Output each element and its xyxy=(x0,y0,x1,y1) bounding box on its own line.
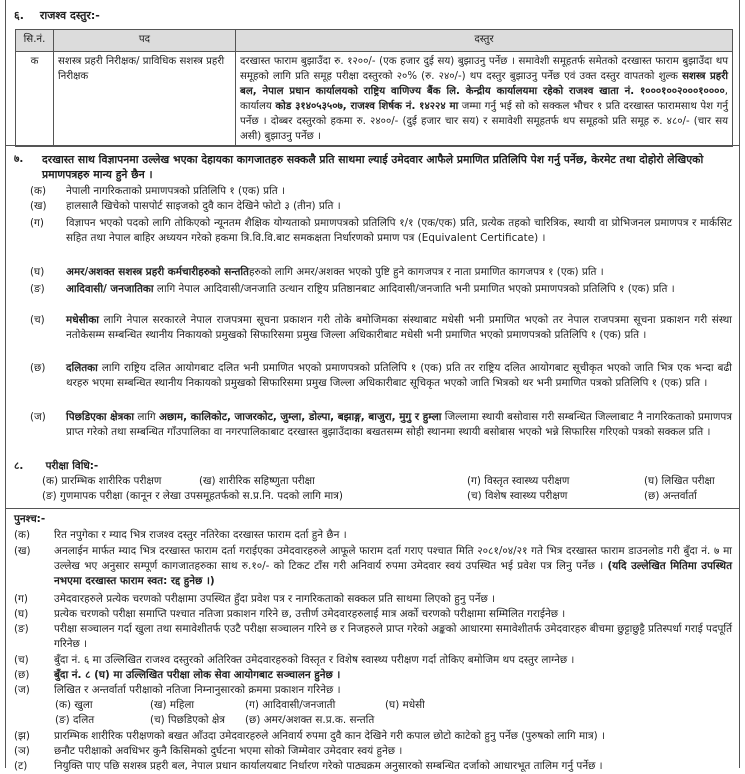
item-label: (ग) xyxy=(30,217,44,229)
list-item xyxy=(14,668,732,683)
item-text: लागि राष्ट्रिय दलित आयोगबाट दलित भनी प्रमाणित भएको प्रमाणपत्रको प्रतिलिपि १ (एक) प्रति तर राष्ट्रिय दलित आयोगबाट सूचीकृत भएको जाति भित्र एक भन्दा बढी थरहरु भएमा सम्बन्धित स्थानीय निकायको प्रमुखको सिफारिसमा प्रमुख जिल्ला अधिकारीबाट सूचिकृत भएको जाति भित्रको थर भनी प्रमाणित पत्रको प्रतिलिपि १ (एक) प्रति । xyxy=(66,362,732,389)
section-7-heading xyxy=(14,152,732,182)
item-bold: पिछडिएका क्षेत्रका xyxy=(66,411,135,423)
list-item xyxy=(14,592,732,607)
item-text: हरुको लागि अमर/अशक्त भएको पुष्टि हुने कागजपत्र र नाता प्रमाणित कागजपत्र १ (एक) प्रति । xyxy=(249,266,604,278)
exam-method-list xyxy=(42,474,732,506)
item-text: लिखित र अन्तर्वार्ता परीक्षाको नतिजा निम्नानुसारको क्रममा प्रकाशन गरिनेछ । xyxy=(54,684,341,696)
header-sn: सि.नं. xyxy=(16,30,54,52)
exam-method: (च) विशेष स्वास्थ्य परीक्षण xyxy=(467,490,568,502)
list-item xyxy=(14,683,732,698)
list-item xyxy=(14,607,732,622)
item-label: (ट) xyxy=(14,760,28,772)
result-category: (ङ) दलित xyxy=(55,714,95,726)
section-8-heading xyxy=(14,459,98,474)
result-order-list xyxy=(55,698,745,730)
item-bold: बुँदा नं. ८ (घ) मा उल्लिखित परीक्षा लोक सेवा आयोगबाट सञ्चालन हुनेछ । xyxy=(54,669,341,681)
result-category: (घ) मधेसी xyxy=(385,699,425,711)
item-label: (झ) xyxy=(14,730,30,742)
list-item xyxy=(30,313,732,343)
header-fee: दस्तुर xyxy=(236,30,733,52)
item-label: (ज) xyxy=(14,684,30,696)
list-item xyxy=(30,265,732,280)
item-label: (छ) xyxy=(30,362,46,374)
section-6-number: ६. xyxy=(14,9,24,22)
item-label: (ङ) xyxy=(30,283,45,295)
divider xyxy=(5,508,740,509)
table-row xyxy=(16,52,733,147)
fee-table xyxy=(15,29,733,147)
item-label: (ख) xyxy=(30,200,47,212)
list-item xyxy=(14,622,732,652)
section-7-title: दरखास्त साथ विज्ञापनमा उल्लेख भएका देहायका कागजातहरु सक्कलै प्रति साथमा ल्याई उमेदवार आफैले प्रमाणित प्रतिलिपि पेश गर्नु पर्नेछ, केरमेट तथा दोहोरो लेखिएको प्रमाणपत्रहरु मान्य हुने छैन । xyxy=(42,153,704,181)
fee-text-1: दरखास्त फाराम बुझाउँदा रु. १२००/- (एक हजार दुई सय) बुझाउनु पर्नेछ । समावेशी समूहतर्फ समेतको दरखास्त फाराम बुझाउँदा थप समूहको लागि प्रति समूह परीक्षा दस्तुरको २०% (रु. २४०/-) थप दस्तुर बुझाउनु पर्नेछ एवं उक्त दस्तुर वापतको शुल्क xyxy=(240,56,728,82)
item-label: (ख) xyxy=(14,545,31,557)
header-post: पद xyxy=(54,30,236,52)
exam-method: (ङ) गुणमापक परीक्षा (कानून र लेखा उपसमूहतर्फको स.प्र.नि. पदको लागि मात्र) xyxy=(42,490,343,502)
section-7-number: ७. xyxy=(14,153,24,165)
item-text: उमेदवारहरुले प्रत्येक चरणको परीक्षामा उपस्थित हुँदा प्रवेश पत्र र नागरिकताको सक्कल प्रति साथमा लिएको हुनु पर्नेछ । xyxy=(54,593,496,605)
row-post: सशस्त्र प्रहरी निरीक्षक/ प्राविधिक सशस्त्र प्रहरी निरीक्षक xyxy=(54,52,236,147)
list-item xyxy=(14,744,732,759)
result-category: (च) पिछडिएको क्षेत्र xyxy=(150,714,226,726)
item-bold: मधेसीका xyxy=(66,314,99,326)
list-item xyxy=(30,216,732,246)
item-text: हालसालै खिचेको पासपोर्ट साइजको दुवै कान देखिने फोटो ३ (तीन) प्रति । xyxy=(66,200,341,212)
list-item xyxy=(14,544,732,589)
item-bold: अमर/अशक्त सशस्त्र प्रहरी कर्मचारीहरुको सन्तति xyxy=(66,266,249,278)
item-label: (च) xyxy=(30,314,45,326)
item-bold-warning: (यदि उल्लेखित मितिमा उपस्थित नभएमा दरखास्त फाराम स्वत: रद्द हुनेछ ।) xyxy=(54,560,732,587)
item-text: लागि xyxy=(134,411,159,423)
item-label: (घ) xyxy=(30,266,45,278)
item-text: लागि नेपाल आदिवासी/जनजाति उत्थान राष्ट्रिय प्रतिष्ठानबाट आदिवासी/जनजाति भनी प्रमाणित भएको प्रमाणपत्रको प्रतिलिपि १ (एक) प्रति । xyxy=(153,283,675,295)
exam-method: (क) प्रारम्भिक शारीरिक परीक्षण xyxy=(42,475,162,487)
item-text: रित नपुगेका र म्याद भित्र राजश्व दस्तुर नतिरेका दरखास्त फाराम दर्ता हुने छैन । xyxy=(54,529,347,541)
result-category: (ख) महिला xyxy=(150,699,195,711)
item-text: छनौट परीक्षाको अवधिभर कुनै किसिमको दुर्घटना भएमा सोको जिम्मेवार उमेदवार स्वयं हुनेछ । xyxy=(54,745,403,757)
fee-bank-account: सशस्त्र प्रहरी बल, नेपाल प्रधान कार्यालयको राष्ट्रिय वाणिज्य बैंक लि. केन्द्रीय कार्यालयमा रहेको राजश्व खाता नं. १०००१००२०००१०००० xyxy=(240,71,728,97)
item-label: (ज) xyxy=(30,411,46,423)
divider xyxy=(5,145,740,146)
fee-office-code: कोड ३१४०५३५०७, राजश्व शिर्षक नं. १४२२४ मा xyxy=(275,101,459,112)
item-label: (क) xyxy=(14,529,31,541)
item-text: अनलाईन मार्फत म्याद भित्र दरखास्त फाराम दर्ता गराईएका उमेदवारहरुले आफूले फाराम दर्ता गराए पश्चात मिति २०८१/०४/२१ गते भित्र दरखास्त फाराम डाउनलोड गरी बुँदा नं. ७ मा उल्लेख भए अनुसार सम्पूर्ण कागजातहरुका साथ रु.१०/- को टिकट टाँस गरी अनिवार्य रुपमा उमेदवार स्वयं उपस्थित भई प्रवेश पत्र लिनु पर्नेछ । xyxy=(54,545,732,572)
exam-method: (ग) विस्तृत स्वास्थ्य परीक्षण xyxy=(467,475,570,487)
item-text-2: जिल्लामा स्थायी बसोवास गरी सम्बन्धित जिल्लाबाट नै नागरिकताको प्रमाणपत्र प्राप्त गरेको तथा सम्बन्धित गाँउपालिका वा नगरपालिकाबाट दरखास्त बुझाउँदाका बखतसम्म सोही स्थानमा स्थायी बसोबास भएको भन्ने सिफारिस गरिएको पत्रको सक्कल प्रति । xyxy=(66,411,732,438)
item-bold: दलितका xyxy=(66,362,98,374)
fee-table-header xyxy=(16,30,733,52)
list-item xyxy=(14,528,732,543)
item-label: (ङ) xyxy=(14,623,29,635)
section-8-title: परीक्षा विधि:- xyxy=(45,460,99,472)
result-category: (ग) आदिवासी/जनजाती xyxy=(245,699,336,711)
item-label: (ञ) xyxy=(14,745,30,757)
result-category: (छ) अमर/अशक्त स.प्र.क. सन्तति xyxy=(245,714,375,726)
list-item xyxy=(30,361,732,391)
item-label: (क) xyxy=(30,185,47,197)
list-item xyxy=(30,184,732,199)
postscript-title: पुनश्च:- xyxy=(14,513,46,525)
list-item xyxy=(14,759,732,774)
item-text: बुँदा नं. ६ मा उल्लिखित राजश्व दस्तुरको अतिरिक्त उमेदवारहरुको विस्तृत र विशेष स्वास्थ्य परीक्षण गर्दा तोकिए बमोजिम थप दस्तुर लाग्नेछ । xyxy=(54,654,575,666)
item-text: नियुक्ति पाए पछि सशस्त्र प्रहरी बल, नेपाल प्रधान कार्यालयबाट निर्धारण गरेको पाठ्यक्रम अनुसारको सम्बन्धित दर्जाको आधारभूत तालिम गर्नु पर्नेछ । xyxy=(54,760,603,772)
row-fee xyxy=(236,52,733,147)
item-text: नेपाली नागरिकताको प्रमाणपत्रको प्रतिलिपि १ (एक) प्रति । xyxy=(66,185,285,197)
item-text: लागि नेपाल सरकारले नेपाल राजपत्रमा सूचना प्रकाशन गरी तोके बमोजिमका संस्थाबाट मधेसी भनी प्रमाणित भएको तर नेपाल राजपत्रमा सूचना प्रकाशन गरी संस्था नतोकेसम्म सम्बन्धित स्थानीय निकायको प्रमुखको सिफारिसमा प्रमुख जिल्ला अधिकारीबाट मधेसी भनी प्रमाणित भएको प्रमाणपत्रको प्रतिलिपि १ (एक) प्रति । xyxy=(66,314,732,341)
item-label: (च) xyxy=(14,654,29,666)
item-text: प्रारम्भिक शारीरिक परीक्षणको बखत आँउदा उमेदवारहरुले अनिवार्य रुपमा दुवै कान देखिने गरी कपाल छोटो काटेको हुनु पर्नेछ (पुरुषको लागि मात्र) । xyxy=(54,730,605,742)
exam-method: (ख) शारीरिक सहिष्णुता परीक्षा xyxy=(199,475,315,487)
row-sn: क xyxy=(16,52,54,147)
exam-method: (घ) लिखित परीक्षा xyxy=(644,475,715,487)
item-bold-districts: अछाम, कालिकोट, जाजरकोट, जुम्ला, डोल्पा, बझाङ्ग, बाजुरा, मुगु र हुम्ला xyxy=(158,411,442,423)
list-item xyxy=(30,282,732,297)
list-item xyxy=(14,729,732,744)
section-6-title: राजश्व दस्तुर:- xyxy=(39,9,100,22)
list-item xyxy=(14,653,732,668)
list-item xyxy=(30,410,732,440)
item-label: (घ) xyxy=(14,608,29,620)
section-6-heading xyxy=(14,8,100,23)
item-label: (छ) xyxy=(14,669,30,681)
section-8-number: ८. xyxy=(14,460,24,472)
item-bold: आदिवासी/ जनजातिका xyxy=(66,283,154,295)
item-text: विज्ञापन भएको पदको लागि तोकिएको न्यूनतम शैक्षिक योग्यताको प्रमाणपत्रको प्रतिलिपि १/१ (एक/एक) प्रति, प्रत्येक तहको चारित्रिक, स्थायी वा प्रोभिजनल प्रमाणपत्र र मार्कसिट सहित तथा नेपाल बाहिर अध्ययन गरेको हकमा त्रि.वि.वि.बाट समकक्षता निर्धारणको प्रमाण पत्र (Equivalent Certificate) । xyxy=(66,217,732,244)
fee-text-2: , कार्यालय xyxy=(240,86,728,112)
item-label: (ग) xyxy=(14,593,28,605)
exam-method: (छ) अन्तर्वार्ता xyxy=(644,490,697,502)
item-text: प्रत्येक चरणको परीक्षा समाप्ति पश्चात नतिजा प्रकाशन गरिने छ, उत्तीर्ण उमेदवारहरुलाई मात्र अर्को चरणको परीक्षामा सम्मिलित गराईनेछ । xyxy=(54,608,566,620)
list-item xyxy=(30,199,732,214)
result-category: (क) खुला xyxy=(55,699,93,711)
fee-text-3: जम्मा गर्नु भई सो को सक्कल भौचर १ प्रति दरखास्त फारामसाथ पेश गर्नु पर्नेछ । दोब्बर दस्तुरको हकमा रु. २४००/- (दुई हजार चार सय) र समावेशी समूहतर्फ थप समूहको प्रति समूह रु. ४८०/- (चार सय असी) बुझाउनु पर्नेछ । xyxy=(240,101,728,142)
item-text: परीक्षा सञ्चालन गर्दा खुला तथा समावेशीतर्फ एउटै परीक्षा सञ्चालन गरिने छ र निजहरुले प्राप्त गरेको अङ्कको आधारमा समावेशीतर्फ उमेदवारहरु बीचमा छुट्टाछुट्टै प्रतिस्पर्धा गराई पदपूर्ति गरिनेछ । xyxy=(54,623,732,650)
